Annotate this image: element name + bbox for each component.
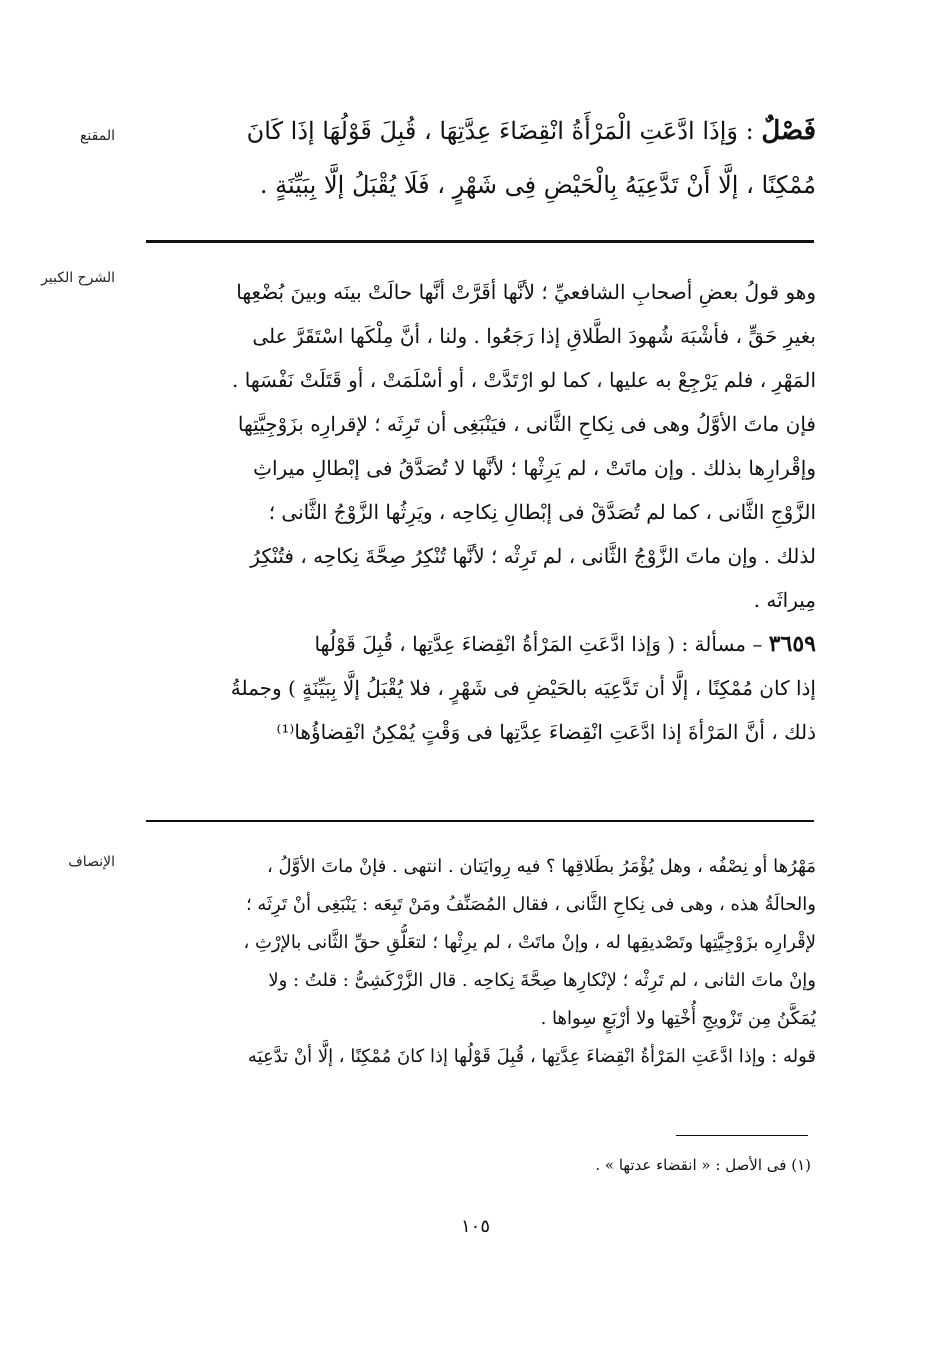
sharh-line: لذلك . وإن ماتَ الزَّوْجُ الثَّانى ، لم تَرِثْه ؛ لأنَّها تُنْكِرُ صِحَّةَ نِكاحِه ، فتُنْكِرُ xyxy=(250,544,816,568)
label-insaf: الإنصاف xyxy=(68,854,115,870)
insaf-line: مَهْرُها أو نِصْفُه ، وهل يُؤْمَرُ بطَلاقِها ؟ فيه رِوايَتان . انتهى . فإنْ ماتَ الأوَّلُ ، xyxy=(266,856,816,877)
sharh-section xyxy=(138,270,816,754)
masala-line: إذا كان مُمْكِنًا ، إلَّا أن تَدَّعِيَه بالحَيْضِ فى شَهْرٍ ، فلا يُقْبَلُ إلَّا بِبَيِّنَةٍ ) وجملةُ xyxy=(230,676,816,700)
masala-line-text: – مسألة : ( وَإذا ادَّعَتِ المَرْأةُ انْقِضاءَ عِدَّتِها ، قُبِلَ قَوْلُها xyxy=(314,632,763,656)
sharh-line: المَهْرِ ، فلم يَرْجِعْ به عليها ، كما لو ارْتَدَّتْ ، أو أسْلَمَتْ ، أو قَتَلَتْ نَفْسَها . xyxy=(232,368,816,392)
label-sharh: الشرح الكبير xyxy=(41,270,115,286)
sharh-line: بغيرِ حَقٍّ ، فأشْبَهَ شُهودَ الطَّلاقِ إذا رَجَعُوا . ولنا ، أنَّ مِلْكَها اسْتَقَرَّ على xyxy=(252,324,816,348)
muqni-line xyxy=(138,104,816,158)
muqni-lead: فَصْلٌ xyxy=(761,116,816,146)
label-muqni: المقنع xyxy=(79,128,115,144)
insaf-line: والحالَةُ هذه ، وهى فى نِكاحِ الثَّانى ، فقال المُصَنِّفُ ومَنْ تَبِعَه : يَنْبَغِى أنْ تَرِثَه ؛ xyxy=(245,894,816,915)
insaf-section xyxy=(138,848,816,1076)
sharh-line: مِيراثَه . xyxy=(753,588,816,612)
sharh-line: وإقْرارِها بذلك . وإن ماتَتْ ، لم يَرِثْها ؛ لأنَّها لا تُصَدَّقُ فى إبْطالِ ميراثِ xyxy=(253,456,816,480)
insaf-line: لإقْرارِه بزَوْجِيَّتِها وتَصْديقِها له ، وإنْ ماتَتْ ، لم يرِثْها ؛ لتعَلُّقِ حقِّ الثَّانى بالإرْثِ ، xyxy=(243,932,816,953)
footnote: (١) فى الأصل : « انقضاء عدتها » . xyxy=(595,1156,811,1174)
masala-number: ٣٦٥٩ xyxy=(768,631,816,657)
masala-heading-line xyxy=(138,622,816,666)
footnote-divider xyxy=(676,1135,808,1136)
muqni-section xyxy=(138,104,816,212)
masala-line: ذلك ، أنَّ المَرْأةَ إذا ادَّعَتِ انْقِضاءَ عِدَّتِها فى وَقْتٍ يُمْكِنُ انْقِضاؤُها⁽¹⁾ xyxy=(276,720,816,744)
muqni-line-text: : وَإذَا ادَّعَتِ الْمَرْأَةُ انْقِضَاءَ عِدَّتِهَا ، قُبِلَ قَوْلُهَا إذَا كَانَ xyxy=(246,117,754,145)
insaf-line: قوله : وإذا ادَّعَتِ المَرْأةُ انْقِضاءَ عِدَّتِها ، قُبِلَ قَوْلُها إذا كانَ مُمْكِنًا ، إلَّا أنْ تدَّعِيَه xyxy=(247,1046,816,1067)
sharh-line: فإن ماتَ الأوَّلُ وهى فى نِكاحِ الثَّانى ، فيَنْبَغِى أن تَرِثَه ؛ لإقرارِه بزَوْجِيَّتِها xyxy=(237,412,816,436)
sharh-line: وهو قولُ بعضِ أصحابِ الشافعيِّ ؛ لأنَّها أقَرَّتْ أنَّها حالَتْ بينَه وبينَ بُضْعِها xyxy=(236,280,816,304)
insaf-line: يُمَكَّنُ مِن تَزْويجِ أُخْتِها ولا أرْبَعٍ سِواها . xyxy=(540,1008,816,1029)
section-divider xyxy=(146,820,814,822)
muqni-line: مُمْكِنًا ، إلَّا أَنْ تَدَّعِيَهُ بِالْحَيْضِ فِى شَهْرٍ ، فَلَا يُقْبَلُ إلَّا بِبَيِّنَةٍ . xyxy=(259,171,816,199)
page-number: ١٠٥ xyxy=(460,1216,490,1237)
sharh-line: الزَّوْجِ الثَّانى ، كما لم تُصَدَّقْ فى إبْطالِ نِكاحِه ، ويَرِثُها الزَّوْجُ الثَّانى ؛ xyxy=(268,500,816,524)
insaf-line: وإنْ ماتَ الثانى ، لم تَرِثْه ؛ لإنْكارِها صِحَّةَ نِكاحِه . قال الزَّرْكَشِىُّ : قلتُ : ولا xyxy=(268,970,816,991)
section-divider xyxy=(146,240,814,243)
